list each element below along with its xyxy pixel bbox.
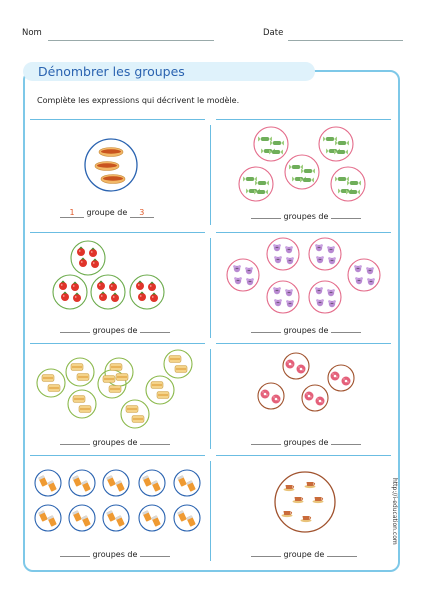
answer-blank[interactable] xyxy=(251,324,281,333)
caption-text: groupes de xyxy=(283,438,329,447)
caption-text: groupes de xyxy=(283,326,329,335)
answer-blank[interactable] xyxy=(331,210,361,219)
name-label: Nom xyxy=(22,28,42,38)
caption-text: groupe de xyxy=(283,550,325,559)
answer-blank[interactable] xyxy=(140,548,170,557)
answer-blank[interactable] xyxy=(140,436,170,445)
answer-blank[interactable] xyxy=(251,210,281,219)
answer-blank[interactable] xyxy=(331,324,361,333)
caption-5 xyxy=(60,436,170,447)
answer-blank[interactable] xyxy=(327,548,357,557)
example-count: 1 xyxy=(60,208,84,218)
caption-text: groupes de xyxy=(92,326,138,335)
answer-blank[interactable] xyxy=(251,436,281,445)
caption-text: groupes de xyxy=(92,550,138,559)
example-size: 3 xyxy=(130,208,154,218)
caption-3 xyxy=(60,324,170,335)
answer-blank[interactable] xyxy=(331,436,361,445)
caption-text: groupes de xyxy=(283,212,329,221)
instruction-text: Complète les expressions qui décrivent le modèle. xyxy=(37,96,240,105)
caption-2 xyxy=(251,210,361,221)
example-word: groupe de xyxy=(86,208,128,217)
caption-6 xyxy=(251,436,361,447)
answer-blank[interactable] xyxy=(251,548,281,557)
caption-text: groupes de xyxy=(92,438,138,447)
caption-8 xyxy=(251,548,357,559)
caption-4 xyxy=(251,324,361,335)
caption-example xyxy=(60,208,154,218)
page-title: Dénombrer les groupes xyxy=(38,64,185,79)
answer-blank[interactable] xyxy=(60,436,90,445)
answer-blank[interactable] xyxy=(60,324,90,333)
caption-7 xyxy=(60,548,170,559)
answer-blank[interactable] xyxy=(60,548,90,557)
answer-blank[interactable] xyxy=(140,324,170,333)
date-label: Date xyxy=(263,28,284,38)
side-url-text: http://i-education.com xyxy=(391,478,398,545)
